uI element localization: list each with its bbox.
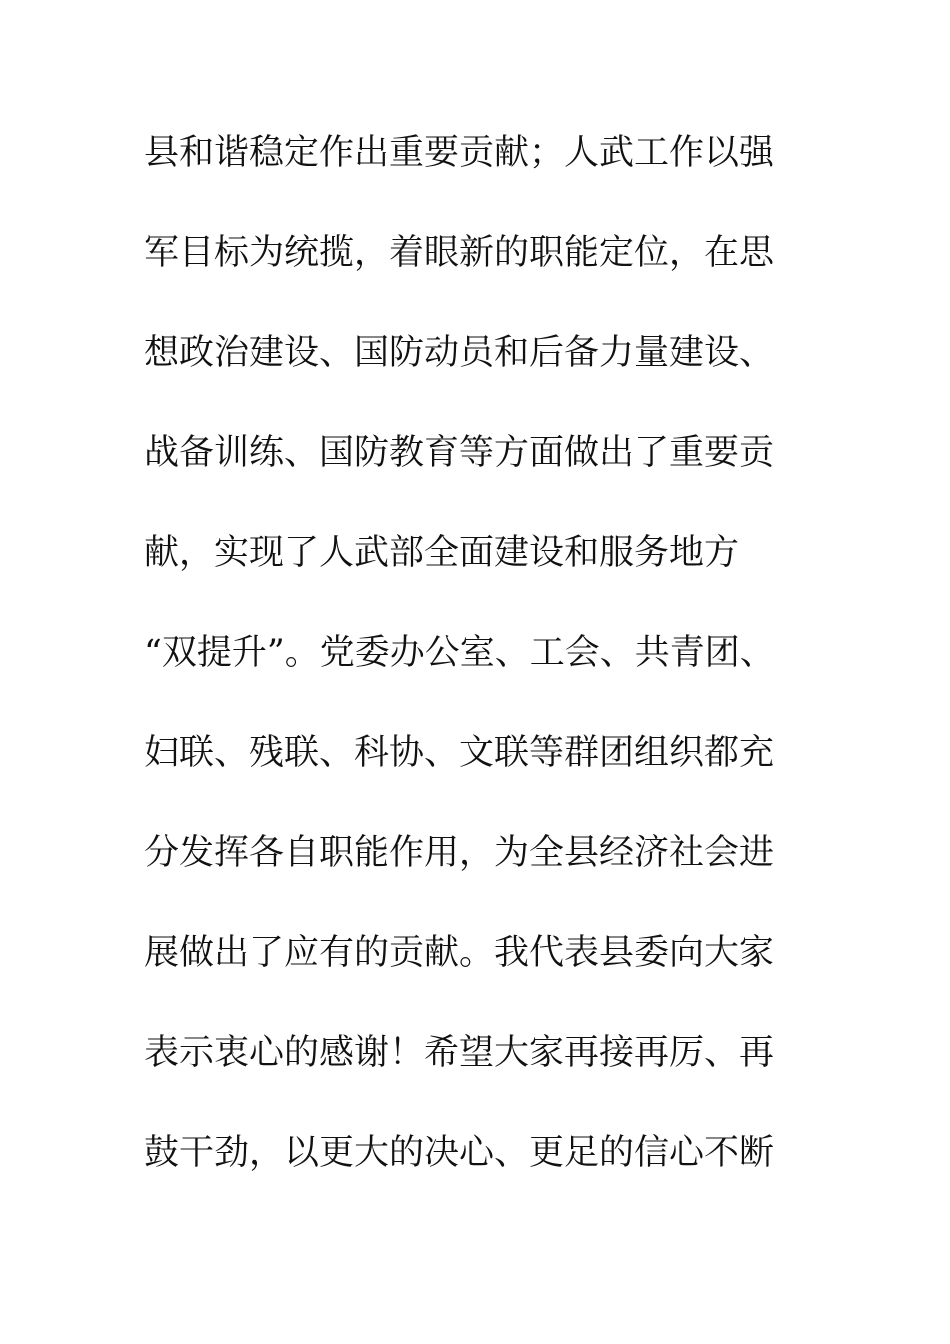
body-text [144,128,864,1228]
text-line: 献，实现了人武部全面建设和服务地方 [144,533,740,573]
text-line: 县和谐稳定作出重要贡献；人武工作以强 [144,133,775,173]
text-line: 展做出了应有的贡献。我代表县委向大家 [144,933,775,973]
text-line: 战备训练、国防教育等方面做出了重要贡 [144,433,775,473]
text-line: 鼓干劲，以更大的决心、更足的信心不断 [144,1133,775,1173]
text-line: “双提升”。党委办公室、工会、共青团、 [144,633,775,673]
text-line: 分发挥各自职能作用，为全县经济社会进 [144,833,775,873]
text-line: 想政治建设、国防动员和后备力量建设、 [144,333,775,373]
text-line: 表示衷心的感谢！希望大家再接再厉、再 [144,1033,775,1073]
text-line: 妇联、残联、科协、文联等群团组织都充 [144,733,775,773]
text-line: 军目标为统揽，着眼新的职能定位，在思 [144,233,775,273]
